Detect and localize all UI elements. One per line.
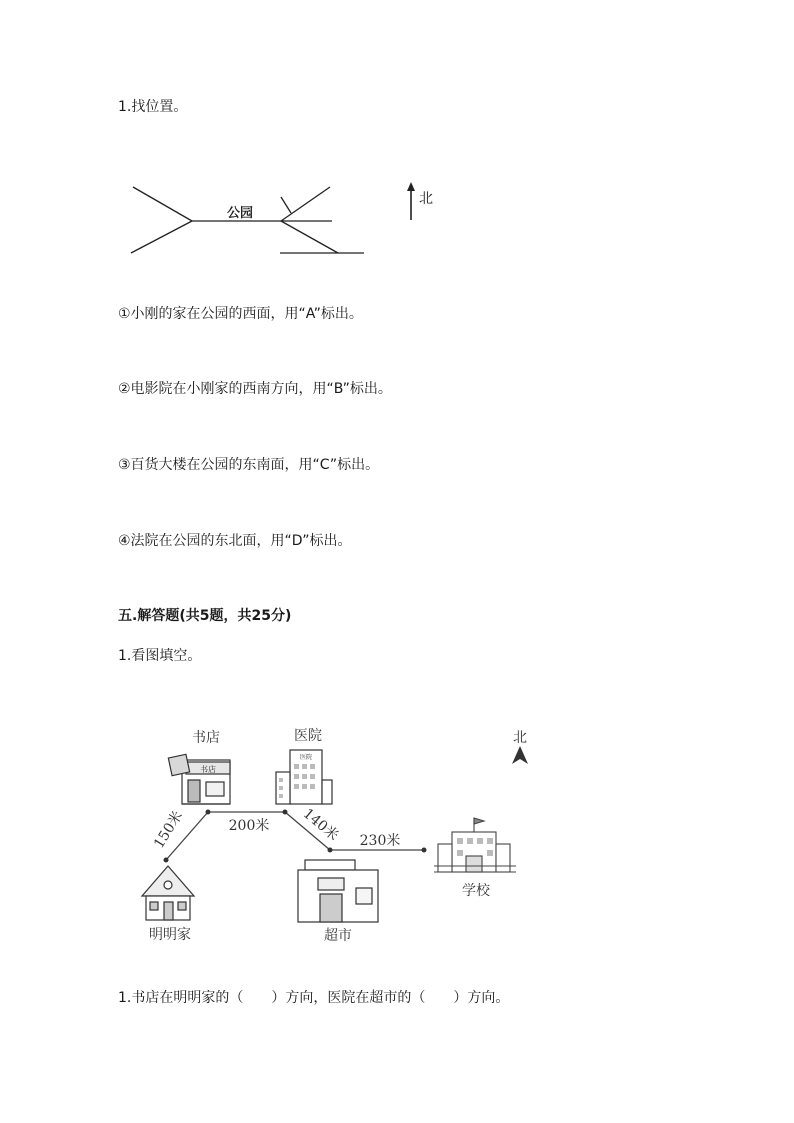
road-nw bbox=[133, 187, 192, 221]
map-north-label: 北 bbox=[513, 730, 527, 746]
map-north-arrow-icon bbox=[512, 746, 528, 764]
hospital-label: 医院 bbox=[294, 728, 322, 744]
node-bookstore bbox=[206, 810, 211, 815]
park-label: 公园 bbox=[226, 206, 254, 221]
distance-supermarket-school: 230米 bbox=[359, 833, 401, 849]
road-sw bbox=[131, 221, 192, 253]
node-home bbox=[164, 858, 169, 863]
instruction-c: ③百货大楼在公园的东南面，用“C”标出。 bbox=[118, 457, 380, 473]
road-se bbox=[281, 221, 338, 253]
distance-hospital-supermarket: 140米 bbox=[299, 805, 342, 845]
q1-subtitle: 1.看图填空。 bbox=[118, 648, 202, 664]
instruction-b: ②电影院在小刚家的西南方向，用“B”标出。 bbox=[118, 381, 392, 397]
distance-home-bookstore: 150米 bbox=[151, 808, 187, 852]
hospital-sign: 医院 bbox=[299, 754, 313, 761]
north-arrow-icon bbox=[407, 182, 415, 220]
home-label: 明明家 bbox=[149, 927, 191, 943]
road-ne-short bbox=[281, 197, 291, 213]
node-supermarket bbox=[328, 848, 333, 853]
node-hospital bbox=[283, 810, 288, 815]
road-ne bbox=[281, 187, 330, 221]
supermarket-building-icon bbox=[298, 860, 378, 922]
bookstore-label: 书店 bbox=[192, 730, 220, 746]
park-road-diagram bbox=[0, 0, 794, 300]
section-heading: 五.解答题(共5题，共25分) bbox=[118, 608, 292, 624]
instruction-a: ①小刚的家在公园的西面，用“A”标出。 bbox=[118, 306, 363, 322]
bookstore-sign: 书店 bbox=[200, 765, 216, 774]
supermarket-label: 超市 bbox=[324, 928, 352, 944]
school-label: 学校 bbox=[462, 883, 490, 899]
q1-title: 1.找位置。 bbox=[118, 99, 188, 115]
node-school bbox=[422, 848, 427, 853]
bookstore-building-icon bbox=[168, 754, 230, 804]
route-map bbox=[0, 720, 794, 980]
home-building-icon bbox=[142, 866, 194, 920]
fill-in-question: 1.书店在明明家的（ ）方向，医院在超市的（ ）方向。 bbox=[118, 990, 510, 1006]
school-building-icon bbox=[434, 818, 516, 872]
instruction-d: ④法院在公园的东北面，用“D”标出。 bbox=[118, 533, 352, 549]
distance-bookstore-hospital: 200米 bbox=[228, 818, 270, 834]
north-label: 北 bbox=[419, 191, 433, 207]
